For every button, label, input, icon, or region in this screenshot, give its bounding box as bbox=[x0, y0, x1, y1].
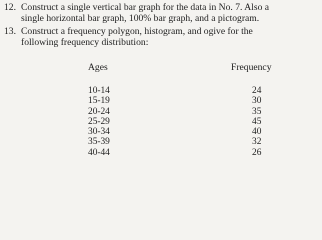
table-row bbox=[0, 86, 322, 96]
problem-text-line: following frequency distribution: bbox=[21, 36, 149, 48]
age-cell: 10-14 bbox=[88, 86, 110, 96]
problem-text-line: Construct a frequency polygon, histogram, and ogive for the bbox=[21, 26, 253, 37]
frequency-cell: 30 bbox=[252, 96, 262, 107]
problem-text-line: single horizontal bar graph, 100% bar graph, and a pictogram. bbox=[21, 12, 260, 24]
age-cell: 35-39 bbox=[88, 137, 110, 148]
age-cell: 20-24 bbox=[88, 106, 110, 117]
age-cell: 40-44 bbox=[88, 147, 110, 158]
problem-number: 12. bbox=[4, 2, 16, 13]
table-body bbox=[0, 86, 322, 158]
table-row bbox=[0, 117, 322, 127]
age-cell: 15-19 bbox=[88, 96, 110, 107]
table-row bbox=[0, 96, 322, 106]
ages-column-header: Ages bbox=[88, 62, 108, 73]
table-row bbox=[0, 137, 322, 147]
problem-number: 13. bbox=[4, 26, 16, 37]
frequency-cell: 26 bbox=[252, 147, 262, 158]
table-row bbox=[0, 127, 322, 137]
frequency-column-header: Frequency bbox=[231, 62, 272, 73]
table-row bbox=[0, 148, 322, 158]
frequency-cell: 32 bbox=[252, 137, 262, 148]
frequency-cell: 40 bbox=[252, 127, 262, 138]
problem-text-line: Construct a single vertical bar graph for the data in No. 7. Also a bbox=[21, 2, 270, 13]
table-row bbox=[0, 107, 322, 117]
frequency-distribution-table bbox=[0, 62, 322, 202]
frequency-cell: 35 bbox=[252, 106, 262, 117]
age-cell: 30-34 bbox=[88, 127, 110, 138]
frequency-cell: 24 bbox=[252, 86, 262, 96]
problem-text bbox=[21, 3, 315, 24]
age-cell: 25-29 bbox=[88, 116, 110, 127]
problem-text bbox=[21, 27, 315, 48]
frequency-cell: 45 bbox=[252, 116, 262, 127]
